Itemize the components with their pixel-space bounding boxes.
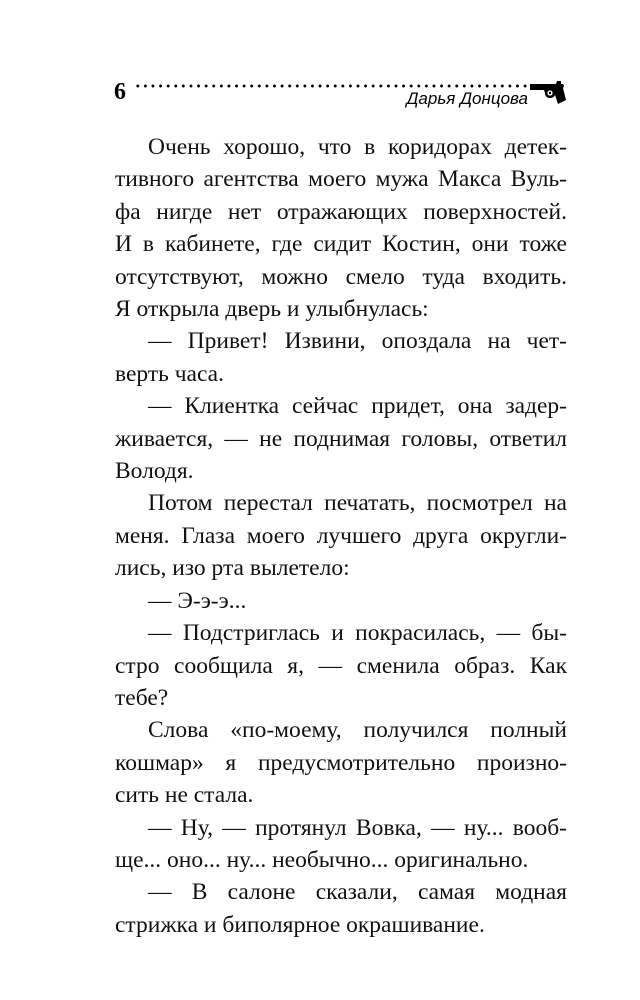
text-line: Потом перестал печатать, посмотрел на xyxy=(148,490,567,517)
body-text xyxy=(115,131,567,941)
text-line: — Привет! Извини, опоздала на чет- xyxy=(148,328,567,355)
text-line: кошмар» я предусмотрительно произно- xyxy=(115,749,567,776)
page-number: 6 xyxy=(114,79,126,105)
text-line: стрижка и биполярное окрашивание. xyxy=(115,911,485,938)
text-line: — В салоне сказали, самая модная xyxy=(148,879,567,906)
text-line: стро сообщила я, — сменила образ. Как xyxy=(115,652,567,679)
author-name: Дарья Донцова xyxy=(406,89,528,108)
text-line: Володя. xyxy=(115,458,194,485)
running-header xyxy=(114,78,570,114)
text-line: тебе? xyxy=(115,684,169,711)
text-line: И в кабинете, где сидит Костин, они тоже xyxy=(115,231,567,258)
text-line: Я открыла дверь и улыбнулась: xyxy=(115,296,429,323)
text-line: тивного агентства моего мужа Макса Вуль- xyxy=(115,166,567,193)
text-line: — Ну, — протянул Вовка, — ну... вооб- xyxy=(148,814,567,841)
text-line: ще... оно... ну... необычно... оригинально. xyxy=(115,846,529,873)
text-line: живается, — не поднимая головы, ответил xyxy=(115,425,567,452)
text-line: Слова «по-моему, получился полный xyxy=(148,717,567,744)
text-line: меня. Глаза моего лучшего друга округли- xyxy=(115,522,567,549)
text-line: — Э-э-э... xyxy=(148,587,247,614)
text-line: Очень хорошо, что в коридорах детек- xyxy=(148,134,567,160)
revolver-icon xyxy=(530,78,570,106)
text-line: отсутствуют, можно смело туда входить. xyxy=(115,263,567,290)
text-line: лись, изо рта вылетело: xyxy=(115,555,350,582)
text-line: сить не стала. xyxy=(115,782,254,809)
text-line: верть часа. xyxy=(115,360,224,387)
text-line: фа нигде нет отражающих поверхностей. xyxy=(115,198,567,225)
text-line: — Клиентка сейчас придет, она задер- xyxy=(148,393,567,420)
text-line: — Подстриглась и покрасилась, — бы- xyxy=(148,620,567,647)
